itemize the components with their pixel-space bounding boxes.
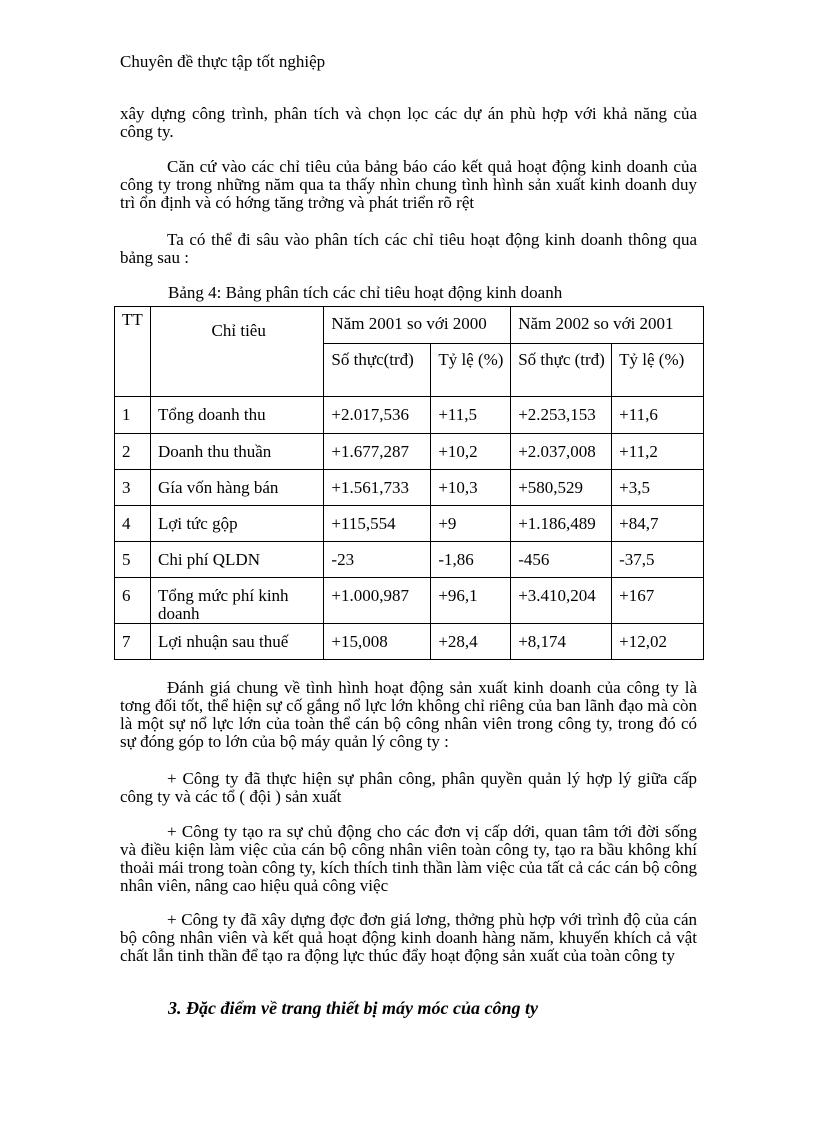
paragraph-table-intro: Ta có thể đi sâu vào phân tích các chỉ tiêu hoạt động kinh doanh thông qua bảng sau : xyxy=(120,230,697,267)
cell-so-thuc-2001: +2.017,536 xyxy=(324,397,431,434)
header-group-2002: Năm 2002 so với 2001 xyxy=(511,307,704,344)
cell-chi-tieu: Lợi nhuận sau thuế xyxy=(150,624,323,660)
table-row xyxy=(115,578,704,624)
cell-so-thuc-2001: +1.677,287 xyxy=(324,434,431,470)
cell-ty-le-2002: +167 xyxy=(612,578,704,624)
table-row xyxy=(115,542,704,578)
cell-so-thuc-2001: +1.561,733 xyxy=(324,470,431,506)
cell-so-thuc-2001: +15,008 xyxy=(324,624,431,660)
cell-tt: 7 xyxy=(115,624,151,660)
cell-chi-tieu: Tổng mức phí kinh doanh xyxy=(150,578,323,624)
table-row xyxy=(115,624,704,660)
cell-chi-tieu: Lợi tức gộp xyxy=(150,506,323,542)
cell-tt: 6 xyxy=(115,578,151,624)
header-so-thuc-2001: Số thực(trđ) xyxy=(324,344,431,397)
cell-ty-le-2001: +11,5 xyxy=(431,397,511,434)
paragraph-intro: xây dựng công trình, phân tích và chọn lọc các dự án phù hợp với khả năng của công ty. xyxy=(120,104,697,141)
header-so-thuc-2002: Số thực (trđ) xyxy=(511,344,612,397)
table-row xyxy=(115,397,704,434)
header-tt: TT xyxy=(115,307,151,397)
indicators-table xyxy=(114,306,704,660)
header-chi-tieu: Chỉ tiêu xyxy=(150,307,323,397)
header-ty-le-2002: Tỷ lệ (%) xyxy=(612,344,704,397)
bullet-item-2: + Công ty tạo ra sự chủ động cho các đơn vị cấp dới, quan tâm tới đời sống và điều kiện làm việc của cán bộ công nhân viên toàn công ty, tạo ra bầu không khí thoải mái trong toàn công ty, kích thích tinh thần làm việc của tất cả các cán bộ công nhân viên, nâng cao hiệu quả công việc xyxy=(120,822,697,895)
paragraph-analysis: Căn cứ vào các chỉ tiêu của bảng báo cáo kết quả hoạt động kinh doanh của công ty trong những năm qua ta thấy nhìn chung tình hình sản xuất kinh doanh duy trì ổn định và có hớng tăng trởng và phát triển rõ rệt xyxy=(120,157,697,212)
cell-ty-le-2001: +9 xyxy=(431,506,511,542)
cell-chi-tieu: Tổng doanh thu xyxy=(150,397,323,434)
header-ty-le-2001: Tỷ lệ (%) xyxy=(431,344,511,397)
cell-so-thuc-2002: +8,174 xyxy=(511,624,612,660)
cell-ty-le-2002: +11,2 xyxy=(612,434,704,470)
cell-so-thuc-2001: +115,554 xyxy=(324,506,431,542)
cell-ty-le-2001: +10,2 xyxy=(431,434,511,470)
cell-chi-tieu: Gía vốn hàng bán xyxy=(150,470,323,506)
cell-so-thuc-2001: +1.000,987 xyxy=(324,578,431,624)
cell-so-thuc-2001: -23 xyxy=(324,542,431,578)
table-row xyxy=(115,434,704,470)
cell-so-thuc-2002: +1.186,489 xyxy=(511,506,612,542)
bullet-item-3: + Công ty đã xây dựng đợc đơn giá lơng, thởng phù hợp với trình độ của cán bộ công nhân viên và kết quả hoạt động kinh doanh hàng năm, khuyến khích cả vật chất lẫn tinh thần để tạo ra động lực thúc đẩy hoạt động sản xuất của toàn công ty xyxy=(120,910,697,965)
cell-ty-le-2002: +12,02 xyxy=(612,624,704,660)
cell-ty-le-2001: -1,86 xyxy=(431,542,511,578)
table-caption: Bảng 4: Bảng phân tích các chỉ tiêu hoạt động kinh doanh xyxy=(168,283,563,302)
cell-ty-le-2001: +10,3 xyxy=(431,470,511,506)
table-row xyxy=(115,506,704,542)
cell-ty-le-2001: +28,4 xyxy=(431,624,511,660)
cell-tt: 1 xyxy=(115,397,151,434)
paragraph-evaluation: Đánh giá chung về tình hình hoạt động sản xuất kinh doanh của công ty là tơng đối tốt, thể hiện sự cố gắng nổ lực lớn không chỉ riêng của ban lãnh đạo mà còn là một sự nổ lực lớn của toàn thể cán bộ công nhân viên trong công ty, trong đó có sự đóng góp to lớn của bộ máy quản lý công ty : xyxy=(120,678,697,751)
cell-tt: 3 xyxy=(115,470,151,506)
cell-tt: 2 xyxy=(115,434,151,470)
cell-so-thuc-2002: +3.410,204 xyxy=(511,578,612,624)
cell-ty-le-2002: +3,5 xyxy=(612,470,704,506)
cell-so-thuc-2002: +580,529 xyxy=(511,470,612,506)
cell-ty-le-2002: +84,7 xyxy=(612,506,704,542)
cell-tt: 4 xyxy=(115,506,151,542)
cell-chi-tieu: Doanh thu thuần xyxy=(150,434,323,470)
cell-so-thuc-2002: -456 xyxy=(511,542,612,578)
page-header: Chuyên đề thực tập tốt nghiệp xyxy=(120,52,326,71)
cell-tt: 5 xyxy=(115,542,151,578)
cell-ty-le-2001: +96,1 xyxy=(431,578,511,624)
cell-ty-le-2002: -37,5 xyxy=(612,542,704,578)
header-group-2001: Năm 2001 so với 2000 xyxy=(324,307,511,344)
section-title: 3. Đặc điểm về trang thiết bị máy móc của công ty xyxy=(168,998,538,1018)
cell-so-thuc-2002: +2.253,153 xyxy=(511,397,612,434)
cell-so-thuc-2002: +2.037,008 xyxy=(511,434,612,470)
cell-chi-tieu: Chi phí QLDN xyxy=(150,542,323,578)
table-row xyxy=(115,470,704,506)
bullet-item-1: + Công ty đã thực hiện sự phân công, phân quyền quản lý hợp lý giữa cấp công ty và các tổ ( đội ) sản xuất xyxy=(120,769,697,806)
cell-ty-le-2002: +11,6 xyxy=(612,397,704,434)
